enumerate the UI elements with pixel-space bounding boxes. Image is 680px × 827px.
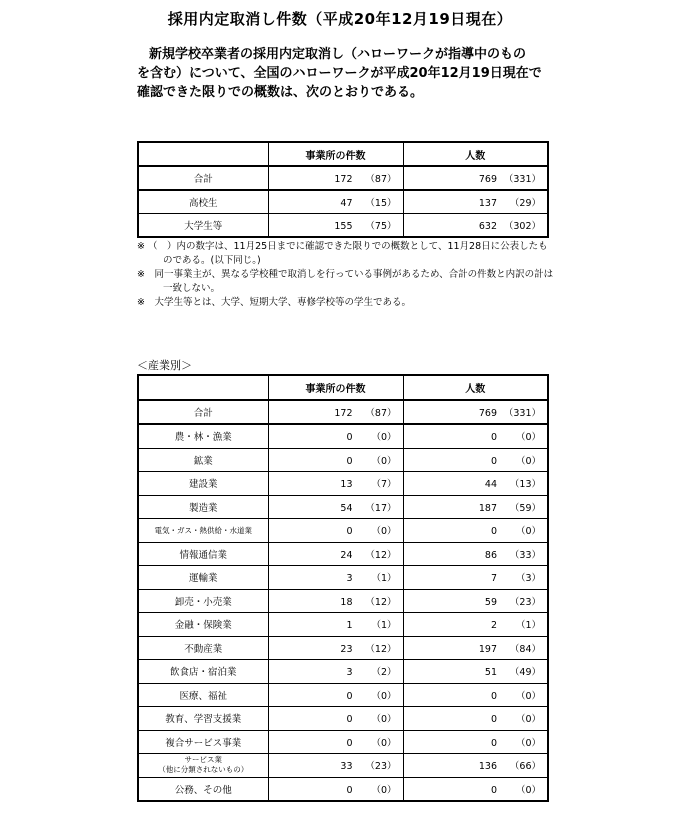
table-row bbox=[138, 683, 548, 707]
people-value: 197 bbox=[478, 643, 497, 655]
summary-header-blank bbox=[138, 142, 268, 166]
offices-value: 0 bbox=[346, 526, 353, 538]
people-prev: （0） bbox=[515, 737, 541, 749]
summary-header-people: 人数 bbox=[403, 142, 548, 166]
intro-line-3: 確認できた限りでの概数は、次のとおりである。 bbox=[137, 85, 424, 100]
people-prev: （331） bbox=[503, 174, 541, 185]
offices-cell bbox=[268, 400, 403, 425]
people-value: 769 bbox=[478, 407, 497, 419]
table-row bbox=[138, 166, 548, 190]
offices-prev: （0） bbox=[371, 432, 397, 444]
people-cell bbox=[403, 166, 548, 190]
offices-cell bbox=[268, 214, 403, 238]
people-cell bbox=[403, 707, 548, 731]
industry-table bbox=[137, 374, 549, 802]
people-prev: （0） bbox=[515, 690, 541, 702]
people-cell bbox=[403, 566, 548, 590]
row-label: 合計 bbox=[138, 166, 268, 190]
offices-prev: （75） bbox=[365, 221, 397, 232]
people-prev: （13） bbox=[509, 479, 541, 491]
people-value: 0 bbox=[490, 737, 497, 749]
row-label: 電気・ガス・熱供給・水道業 bbox=[138, 519, 268, 543]
table-row bbox=[138, 190, 548, 214]
table-row bbox=[138, 448, 548, 472]
industry-header-offices: 事業所の件数 bbox=[268, 375, 403, 400]
table-row bbox=[138, 754, 548, 778]
offices-cell bbox=[268, 777, 403, 801]
row-label: 鉱業 bbox=[138, 448, 268, 472]
people-cell bbox=[403, 542, 548, 566]
offices-cell bbox=[268, 730, 403, 754]
row-label: 高校生 bbox=[138, 190, 268, 214]
row-label: 建設業 bbox=[138, 472, 268, 496]
row-label: 運輸業 bbox=[138, 566, 268, 590]
people-prev: （0） bbox=[515, 526, 541, 538]
offices-value: 3 bbox=[346, 573, 353, 585]
offices-cell bbox=[268, 613, 403, 637]
row-label: 不動産業 bbox=[138, 636, 268, 660]
people-cell bbox=[403, 495, 548, 519]
offices-value: 1 bbox=[346, 620, 353, 632]
industry-table-body bbox=[138, 400, 548, 802]
people-cell bbox=[403, 214, 548, 238]
summary-table bbox=[137, 141, 549, 238]
people-value: 632 bbox=[478, 221, 497, 232]
table-row bbox=[138, 566, 548, 590]
offices-prev: （0） bbox=[371, 784, 397, 796]
people-cell bbox=[403, 613, 548, 637]
table-row bbox=[138, 472, 548, 496]
row-label: 金融・保険業 bbox=[138, 613, 268, 637]
people-value: 137 bbox=[478, 198, 497, 209]
people-prev: （66） bbox=[509, 761, 541, 773]
offices-cell bbox=[268, 566, 403, 590]
people-value: 7 bbox=[490, 573, 497, 585]
offices-cell bbox=[268, 660, 403, 684]
offices-prev: （23） bbox=[365, 761, 397, 773]
people-cell bbox=[403, 519, 548, 543]
row-label: 製造業 bbox=[138, 495, 268, 519]
offices-value: 172 bbox=[334, 407, 353, 419]
table-row bbox=[138, 777, 548, 801]
table-row bbox=[138, 542, 548, 566]
offices-cell bbox=[268, 190, 403, 214]
people-prev: （84） bbox=[509, 643, 541, 655]
offices-value: 3 bbox=[346, 667, 353, 679]
people-prev: （1） bbox=[515, 620, 541, 632]
industry-header-people: 人数 bbox=[403, 375, 548, 400]
row-label: 複合サービス事業 bbox=[138, 730, 268, 754]
people-value: 0 bbox=[490, 690, 497, 702]
people-prev: （0） bbox=[515, 714, 541, 726]
people-value: 0 bbox=[490, 432, 497, 444]
offices-value: 54 bbox=[340, 502, 353, 514]
row-label: 医療、福祉 bbox=[138, 683, 268, 707]
table-row bbox=[138, 495, 548, 519]
people-value: 136 bbox=[478, 761, 497, 773]
people-value: 0 bbox=[490, 455, 497, 467]
offices-cell bbox=[268, 448, 403, 472]
people-prev: （29） bbox=[509, 198, 541, 209]
page-title: 採用内定取消し件数（平成20年12月19日現在） bbox=[167, 10, 513, 28]
industry-header-row bbox=[138, 375, 548, 400]
table-row bbox=[138, 730, 548, 754]
offices-cell bbox=[268, 683, 403, 707]
offices-prev: （15） bbox=[365, 198, 397, 209]
offices-cell bbox=[268, 495, 403, 519]
people-value: 86 bbox=[484, 549, 497, 561]
offices-prev: （87） bbox=[365, 407, 397, 419]
row-label-sub: （他に分類されないもの） bbox=[158, 765, 249, 775]
offices-value: 0 bbox=[346, 455, 353, 467]
offices-cell bbox=[268, 472, 403, 496]
people-cell bbox=[403, 589, 548, 613]
intro-paragraph bbox=[137, 45, 567, 102]
people-value: 187 bbox=[478, 502, 497, 514]
row-label: 合計 bbox=[138, 400, 268, 425]
offices-cell bbox=[268, 542, 403, 566]
industry-subhead: ＜産業別＞ bbox=[137, 359, 192, 372]
people-prev: （33） bbox=[509, 549, 541, 561]
offices-prev: （0） bbox=[371, 455, 397, 467]
table-row bbox=[138, 589, 548, 613]
offices-cell bbox=[268, 519, 403, 543]
table-row bbox=[138, 214, 548, 238]
offices-prev: （12） bbox=[365, 549, 397, 561]
people-prev: （23） bbox=[509, 596, 541, 608]
summary-header-offices: 事業所の件数 bbox=[268, 142, 403, 166]
offices-value: 33 bbox=[340, 761, 353, 773]
people-prev: （302） bbox=[503, 221, 541, 232]
offices-value: 23 bbox=[340, 643, 353, 655]
row-label: 農・林・漁業 bbox=[138, 424, 268, 448]
offices-prev: （1） bbox=[371, 573, 397, 585]
people-value: 2 bbox=[490, 620, 497, 632]
people-cell bbox=[403, 448, 548, 472]
offices-prev: （1） bbox=[371, 620, 397, 632]
footnote-3: ※ 大学生等とは、大学、短期大学、専修学校等の学生である。 bbox=[137, 297, 411, 308]
offices-value: 172 bbox=[334, 174, 353, 185]
offices-prev: （0） bbox=[371, 526, 397, 538]
people-prev: （3） bbox=[515, 573, 541, 585]
offices-value: 0 bbox=[346, 714, 353, 726]
people-cell bbox=[403, 190, 548, 214]
offices-value: 18 bbox=[340, 596, 353, 608]
offices-prev: （87） bbox=[365, 174, 397, 185]
offices-value: 13 bbox=[340, 479, 353, 491]
people-cell bbox=[403, 400, 548, 425]
row-label: 教育、学習支援業 bbox=[138, 707, 268, 731]
people-cell bbox=[403, 754, 548, 778]
footnotes bbox=[137, 240, 557, 310]
table-row bbox=[138, 400, 548, 425]
table-row bbox=[138, 519, 548, 543]
people-value: 59 bbox=[484, 596, 497, 608]
offices-cell bbox=[268, 754, 403, 778]
offices-value: 24 bbox=[340, 549, 353, 561]
people-cell bbox=[403, 636, 548, 660]
people-value: 769 bbox=[478, 174, 497, 185]
offices-cell bbox=[268, 636, 403, 660]
people-cell bbox=[403, 730, 548, 754]
people-value: 51 bbox=[484, 667, 497, 679]
people-value: 0 bbox=[490, 714, 497, 726]
people-prev: （0） bbox=[515, 784, 541, 796]
table-row bbox=[138, 707, 548, 731]
footnote-2: ※ 同一事業主が、異なる学校種で取消しを行っている事例があるため、合計の件数と内訳の計は一致しない。 bbox=[137, 269, 554, 294]
offices-prev: （12） bbox=[365, 643, 397, 655]
offices-prev: （12） bbox=[365, 596, 397, 608]
people-prev: （0） bbox=[515, 432, 541, 444]
row-label: 情報通信業 bbox=[138, 542, 268, 566]
people-prev: （49） bbox=[509, 667, 541, 679]
table-row bbox=[138, 424, 548, 448]
offices-cell bbox=[268, 166, 403, 190]
footnote-1: ※ （ ）内の数字は、11月25日までに確認できた限りでの概数として、11月28日に公表したものである。(以下同じ。) bbox=[137, 241, 548, 266]
people-cell bbox=[403, 472, 548, 496]
intro-line-2: を含む）について、全国のハローワークが平成20年12月19日現在で bbox=[137, 66, 542, 81]
offices-value: 47 bbox=[340, 198, 353, 209]
offices-prev: （0） bbox=[371, 737, 397, 749]
people-cell bbox=[403, 683, 548, 707]
offices-cell bbox=[268, 589, 403, 613]
offices-prev: （7） bbox=[371, 479, 397, 491]
people-prev: （0） bbox=[515, 455, 541, 467]
people-value: 44 bbox=[484, 479, 497, 491]
offices-cell bbox=[268, 707, 403, 731]
offices-value: 155 bbox=[334, 221, 353, 232]
row-label-main: サービス業 bbox=[184, 755, 222, 765]
row-label: 飲食店・宿泊業 bbox=[138, 660, 268, 684]
intro-line-1: 新規学校卒業者の採用内定取消し（ハローワークが指導中のもの bbox=[149, 47, 527, 62]
people-prev: （59） bbox=[509, 502, 541, 514]
table-row bbox=[138, 660, 548, 684]
offices-value: 0 bbox=[346, 737, 353, 749]
row-label: 大学生等 bbox=[138, 214, 268, 238]
table-row bbox=[138, 613, 548, 637]
people-value: 0 bbox=[490, 784, 497, 796]
offices-prev: （0） bbox=[371, 690, 397, 702]
people-cell bbox=[403, 777, 548, 801]
offices-value: 0 bbox=[346, 432, 353, 444]
offices-value: 0 bbox=[346, 690, 353, 702]
row-label: 公務、その他 bbox=[138, 777, 268, 801]
offices-cell bbox=[268, 424, 403, 448]
summary-header-row bbox=[138, 142, 548, 166]
offices-value: 0 bbox=[346, 784, 353, 796]
industry-header-blank bbox=[138, 375, 268, 400]
offices-prev: （17） bbox=[365, 502, 397, 514]
offices-prev: （2） bbox=[371, 667, 397, 679]
table-row bbox=[138, 636, 548, 660]
row-label: 卸売・小売業 bbox=[138, 589, 268, 613]
people-value: 0 bbox=[490, 526, 497, 538]
people-cell bbox=[403, 424, 548, 448]
row-label bbox=[138, 754, 268, 778]
people-cell bbox=[403, 660, 548, 684]
offices-prev: （0） bbox=[371, 714, 397, 726]
people-prev: （331） bbox=[503, 407, 541, 419]
